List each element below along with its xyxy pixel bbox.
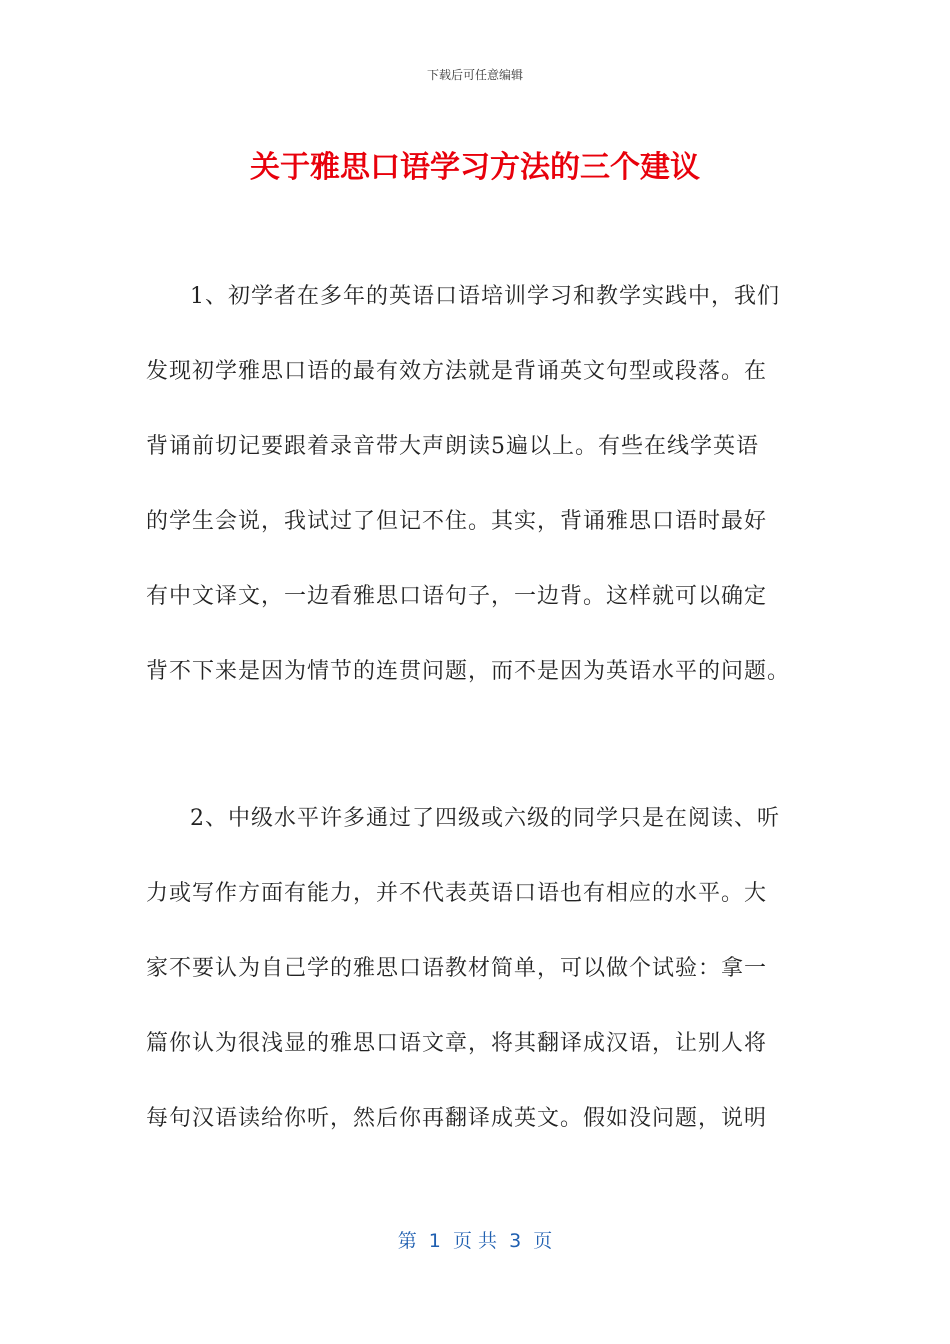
page-number-label: 第 1 页 共 3 页 xyxy=(397,1230,553,1252)
header-note: 下载后可任意编辑 xyxy=(426,68,523,82)
paragraph-line: 背不下来是因为情节的连贯问题，而不是因为英语水平的问题。 xyxy=(146,659,791,684)
document-title: 关于雅思口语学习方法的三个建议 xyxy=(250,150,700,185)
paragraph-line: 力或写作方面有能力，并不代表英语口语也有相应的水平。大 xyxy=(146,881,768,906)
page-number-footer xyxy=(0,1226,950,1253)
paragraph-line: 篇你认为很浅显的雅思口语文章，将其翻译成汉语，让别人将 xyxy=(146,1031,768,1056)
paragraph-line: 的学生会说，我试过了但记不住。其实，背诵雅思口语时最好 xyxy=(146,509,768,534)
paragraph-line: 每句汉语读给你听，然后你再翻译成英文。假如没问题，说明 xyxy=(146,1106,768,1131)
paragraph-line: 2、中级水平许多通过了四级或六级的同学只是在阅读、听 xyxy=(190,806,780,831)
paragraph-line: 家不要认为自己学的雅思口语教材简单，可以做个试验：拿一 xyxy=(146,956,768,981)
paragraph-line: 有中文译文，一边看雅思口语句子，一边背。这样就可以确定 xyxy=(146,584,768,609)
paragraph-line: 发现初学雅思口语的最有效方法就是背诵英文句型或段落。在 xyxy=(146,359,768,384)
paragraph-2 xyxy=(146,781,810,1156)
paragraph-1 xyxy=(146,259,810,709)
paragraph-line: 背诵前切记要跟着录音带大声朗读5遍以上。有些在线学英语 xyxy=(146,434,759,459)
paragraph-line: 1、初学者在多年的英语口语培训学习和教学实践中，我们 xyxy=(190,284,780,309)
